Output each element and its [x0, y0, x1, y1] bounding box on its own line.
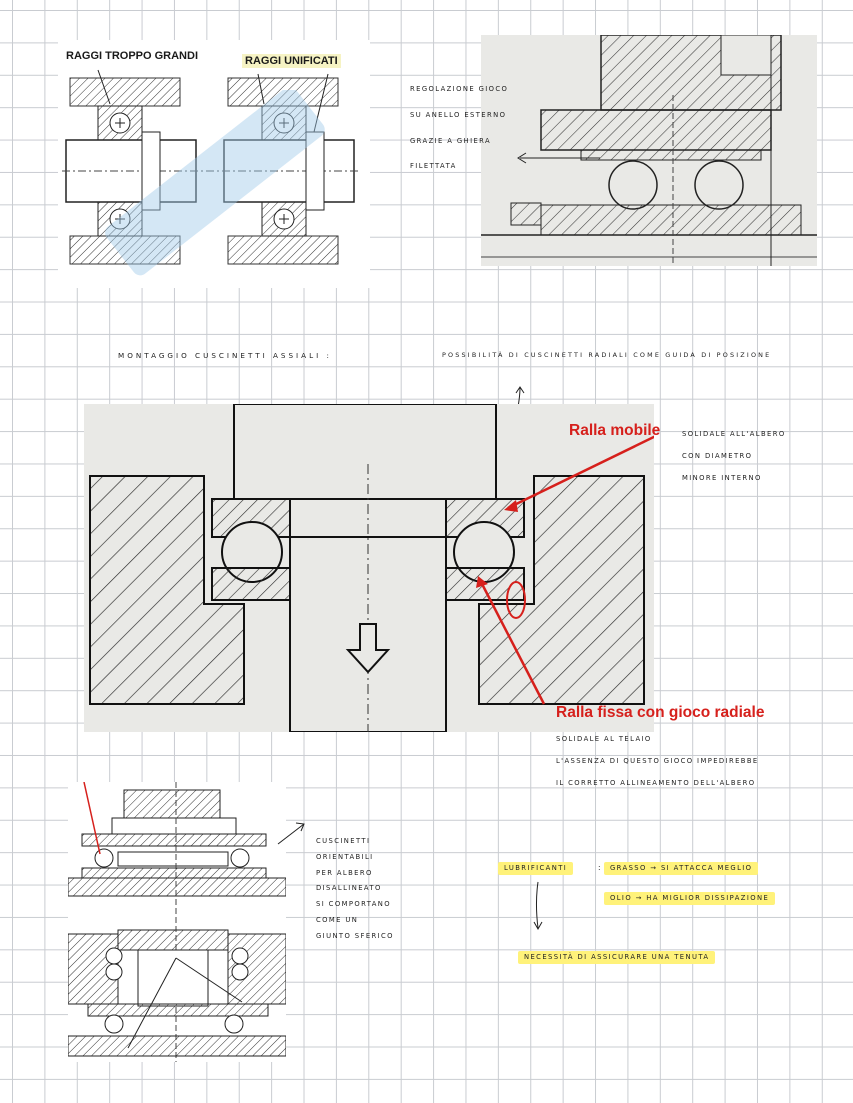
notes-ralla-fissa: [556, 736, 759, 786]
note-line: CUSCINETTI: [316, 837, 371, 845]
note-line: L'ASSENZA DI QUESTO GIOCO IMPEDIREBBE: [556, 756, 759, 765]
note-line: ORIENTABILI: [316, 852, 374, 861]
note-line: FILETTATA: [410, 162, 457, 171]
arrow-to-notes: [276, 818, 308, 846]
note-line: DISALLINEATO: [316, 884, 382, 893]
note-line: SI COMPORTANO: [316, 900, 392, 909]
label-raggi-unificati: RAGGI UNIFICATI: [242, 54, 341, 68]
note-grasso: GRASSO → SI ATTACCA MEGLIO: [604, 862, 758, 875]
bearing-radii-drawing: [58, 40, 370, 288]
notes-cuscinetti-orientabili: [316, 838, 394, 940]
note-line: COME UN: [316, 915, 359, 924]
note-line: GRAZIE A GHIERA: [410, 136, 492, 145]
notes-ralla-mobile: [682, 431, 786, 481]
notes-regolazione: [410, 86, 508, 170]
heading-montaggio: MONTAGGIO CUSCINETTI ASSIALI :: [118, 351, 332, 360]
note-olio: OLIO → HA MIGLIOR DISSIPAZIONE: [604, 892, 775, 905]
note-necessita-tenuta: NECESSITÀ DI ASSICURARE UNA TENUTA: [518, 951, 715, 964]
label-lubrificanti: LUBRIFICANTI: [498, 862, 573, 875]
label-separator: :: [598, 863, 603, 872]
axial-bearing-drawing: [84, 404, 654, 732]
figure-bearing-radii: [58, 40, 370, 288]
figure-axial-bearing: [84, 404, 654, 732]
arrow-to-scan: [512, 150, 602, 166]
note-line: SOLIDALE AL TELAIO: [556, 735, 652, 743]
note-line: IL CORRETTO ALLINEAMENTO DELL'ALBERO: [556, 778, 756, 787]
note-line: CON DIAMETRO: [682, 451, 753, 460]
label-ralla-mobile: Ralla mobile: [569, 422, 661, 439]
label-raggi-troppo-grandi: RAGGI TROPPO GRANDI: [66, 50, 199, 62]
self-aligning-drawing: [68, 782, 286, 1062]
arrow-down: [530, 880, 546, 932]
note-line: PER ALBERO: [316, 868, 373, 877]
note-line: SU ANELLO ESTERNO: [410, 110, 507, 119]
heading-possibilita: POSSIBILITÀ DI CUSCINETTI RADIALI COME GUIDA DI POSIZIONE: [442, 351, 772, 359]
note-line: SOLIDALE ALL'ALBERO: [682, 430, 786, 438]
label-ralla-fissa: Ralla fissa con gioco radiale: [556, 704, 765, 721]
note-line: MINORE INTERNO: [682, 473, 762, 482]
note-line: REGOLAZIONE GIOCO: [410, 85, 509, 93]
figure-self-aligning-bearings: [68, 782, 286, 1062]
note-line: GIUNTO SFERICO: [316, 931, 394, 940]
